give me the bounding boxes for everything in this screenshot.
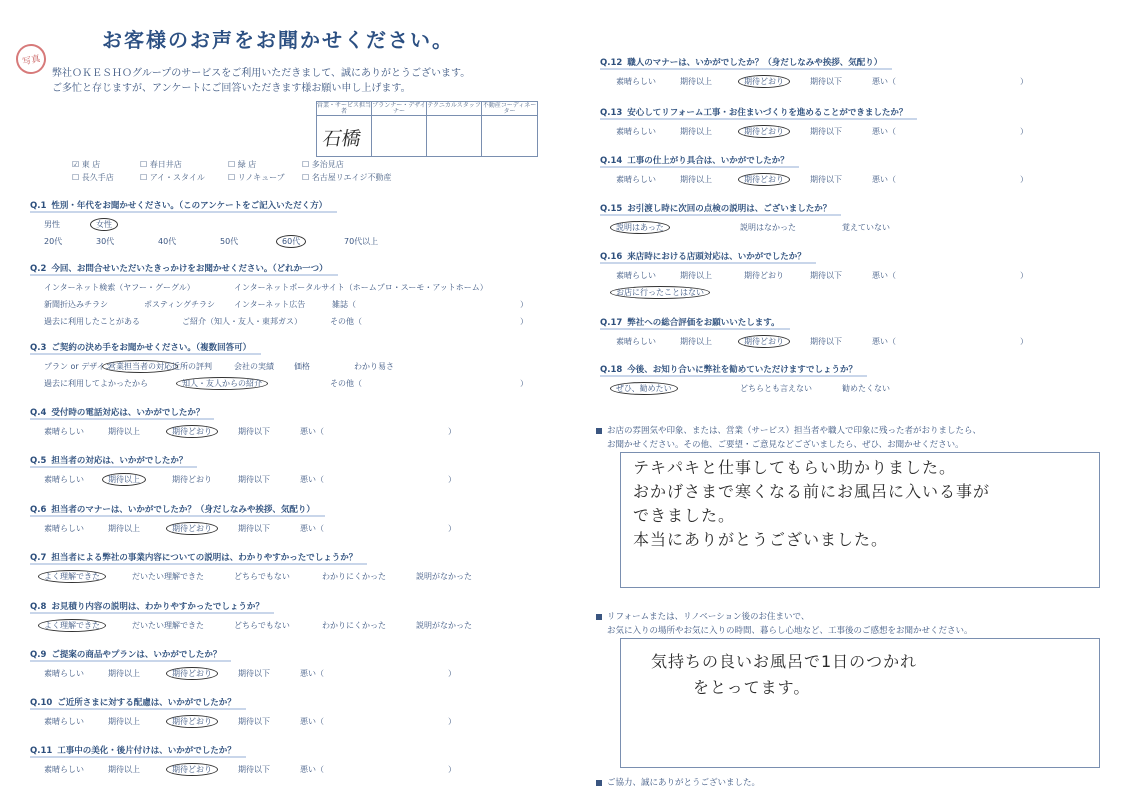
- question-12-option[interactable]: ）: [1020, 77, 1028, 86]
- question-17-option[interactable]: 期待どおり: [744, 336, 784, 347]
- question-5-title: Q.5 担当者の対応は、いかがでしたか？: [30, 454, 197, 468]
- question-3-option[interactable]: 過去に利用してよかったから: [44, 379, 148, 388]
- question-3-option[interactable]: 知人・友人からの紹介: [182, 378, 262, 389]
- question-16-option[interactable]: ）: [1020, 271, 1028, 280]
- question-7-option[interactable]: よく理解できた: [44, 571, 100, 582]
- question-2-option[interactable]: ポスティングチラシ: [144, 300, 216, 309]
- question-3-option[interactable]: プラン or デザイン: [44, 362, 113, 371]
- question-13-option[interactable]: 悪い（: [872, 127, 896, 136]
- question-16-option[interactable]: 期待以下: [810, 271, 842, 280]
- question-4-option[interactable]: 期待以下: [238, 427, 270, 436]
- question-3-option[interactable]: ）: [520, 379, 528, 388]
- staff-signature: 石橋: [320, 128, 363, 150]
- question-10-option[interactable]: 期待以上: [108, 717, 140, 726]
- question-2-option[interactable]: ）: [520, 300, 528, 309]
- comment1-box: [620, 452, 1100, 588]
- staff-header-sales: 営業・サービス担当者: [317, 102, 372, 115]
- question-3-option[interactable]: わかり易さ: [354, 362, 394, 371]
- company-seal: 写真: [13, 41, 49, 77]
- question-11-option[interactable]: ）: [448, 765, 456, 774]
- question-10-option[interactable]: 期待どおり: [172, 716, 212, 727]
- question-11-option[interactable]: 素晴らしい: [44, 765, 84, 774]
- question-3-option[interactable]: その他（: [330, 379, 362, 388]
- question-15-option[interactable]: 覚えていない: [842, 223, 890, 232]
- question-1-option[interactable]: 40代: [158, 237, 177, 246]
- question-5-option[interactable]: 素晴らしい: [44, 475, 84, 484]
- question-18-option[interactable]: 勧めたくない: [842, 384, 890, 393]
- question-4-option[interactable]: 期待以上: [108, 427, 140, 436]
- question-2-option[interactable]: 新聞折込みチラシ: [44, 300, 108, 309]
- question-17-option[interactable]: ）: [1020, 337, 1028, 346]
- question-1-option[interactable]: 50代: [220, 237, 239, 246]
- question-11-option[interactable]: 悪い（: [300, 765, 324, 774]
- staff-header-planner: プランナー・デザイナー: [372, 102, 426, 115]
- comment2-prompt-2: お気に入りの場所やお気に入りの時間、暮らし心地など、工事後のご感想をお聞かせください。: [607, 626, 973, 636]
- question-13-option[interactable]: 期待以上: [680, 127, 712, 136]
- question-13-option[interactable]: 期待以下: [810, 127, 842, 136]
- question-7-option[interactable]: どちらでもない: [234, 572, 290, 581]
- question-9-option[interactable]: 悪い（: [300, 669, 324, 678]
- comment2-line-2: をとってます。: [693, 678, 811, 697]
- question-2-option[interactable]: ）: [520, 317, 528, 326]
- question-6-option[interactable]: 悪い（: [300, 524, 324, 533]
- staff-header-technical: テクニカルスタッフ: [427, 102, 482, 116]
- question-2-option[interactable]: 過去に利用したことがある: [44, 317, 140, 326]
- store-checkbox[interactable]: ☐ 長久手店: [72, 173, 114, 182]
- question-18-option[interactable]: ぜひ、勧めたい: [616, 383, 672, 394]
- staff-header-realestate: 不動産コーディネーター: [482, 102, 537, 115]
- question-8-option[interactable]: よく理解できた: [44, 620, 100, 631]
- question-6-option[interactable]: ）: [448, 524, 456, 533]
- question-14-option[interactable]: ）: [1020, 175, 1028, 184]
- question-2-option[interactable]: インターネットポータルサイト（ホームプロ・スーモ・アットホーム）: [234, 283, 488, 292]
- question-8-option[interactable]: だいたい理解できた: [132, 621, 204, 630]
- question-2-option[interactable]: ご紹介（知人・友人・東邦ガス）: [182, 317, 302, 326]
- question-12-option[interactable]: 素晴らしい: [616, 77, 656, 86]
- question-13-option[interactable]: ）: [1020, 127, 1028, 136]
- store-checkbox[interactable]: ☑ 東 店: [72, 160, 101, 169]
- store-checkbox[interactable]: ☐ リノキューブ: [228, 173, 285, 182]
- question-5-option[interactable]: 期待以上: [108, 474, 140, 485]
- question-7-title: Q.7 担当者による弊社の事業内容についての説明は、わかりやすかったでしょうか？: [30, 551, 367, 565]
- question-10-option[interactable]: 素晴らしい: [44, 717, 84, 726]
- question-17-option[interactable]: 悪い（: [872, 337, 896, 346]
- intro-line-1: 弊社ＯＫＥＳＨＯグループのサービスをご利用いただきまして、誠にありがとうございます。: [52, 68, 471, 79]
- question-6-option[interactable]: 期待以下: [238, 524, 270, 533]
- question-13-title: Q.13 安心してリフォーム工事・お住まいづくりを進めることができましたか？: [600, 106, 917, 120]
- store-checkbox[interactable]: ☐ 名古屋リエイジ不動産: [302, 173, 392, 182]
- comment1-line-2: おかげさまで寒くなる前にお風呂に入いる事が: [633, 482, 991, 501]
- question-14-option[interactable]: 期待どおり: [744, 174, 784, 185]
- staff-cell-sales: [317, 116, 372, 156]
- store-checkbox[interactable]: ☐ 多治見店: [302, 160, 344, 169]
- store-checkbox[interactable]: ☐ 春日井店: [140, 160, 182, 169]
- question-10-option[interactable]: 悪い（: [300, 717, 324, 726]
- question-12-option[interactable]: 期待以下: [810, 77, 842, 86]
- question-8-option[interactable]: どちらでもない: [234, 621, 290, 630]
- question-14-title: Q.14 工事の仕上がり具合は、いかがでしたか？: [600, 154, 799, 168]
- question-14-option[interactable]: 悪い（: [872, 175, 896, 184]
- staff-table: [316, 101, 538, 157]
- question-6-option[interactable]: 期待以上: [108, 524, 140, 533]
- question-3-option[interactable]: 会社の実績: [234, 362, 274, 371]
- question-2-option[interactable]: 雑誌（: [332, 300, 356, 309]
- question-9-option[interactable]: 素晴らしい: [44, 669, 84, 678]
- question-4-option[interactable]: 素晴らしい: [44, 427, 84, 436]
- bullet-square-icon: [596, 614, 602, 620]
- question-9-option[interactable]: ）: [448, 669, 456, 678]
- question-3-option[interactable]: 価格: [294, 362, 310, 371]
- intro-line-2: ご多忙と存じますが、アンケートにご回答いただきます様お願い申し上げます。: [52, 83, 411, 94]
- question-12-option[interactable]: 期待どおり: [744, 76, 784, 87]
- question-8-title: Q.8 お見積り内容の説明は、わかりやすかったでしょうか？: [30, 600, 274, 614]
- store-checkbox[interactable]: ☐ アイ・スタイル: [140, 173, 205, 182]
- question-2-title: Q.2 今回、お問合せいただいたきっかけをお聞かせください。（どれか一つ）: [30, 262, 338, 276]
- question-16-option[interactable]: 悪い（: [872, 271, 896, 280]
- question-16-option[interactable]: 素晴らしい: [616, 271, 656, 280]
- comment1-prompt-1: お店の雰囲気や印象、または、営業（サービス）担当者や職人で印象に残った者がおりましたら、: [596, 424, 981, 436]
- question-4-option[interactable]: 悪い（: [300, 427, 324, 436]
- comment2-prompt-1: リフォームまたは、リノベーション後のお住まいで、: [596, 610, 809, 622]
- question-14-option[interactable]: 期待以上: [680, 175, 712, 184]
- question-17-option[interactable]: 期待以下: [810, 337, 842, 346]
- question-3-option[interactable]: 営業担当者の対応: [108, 361, 172, 372]
- question-15-option[interactable]: 説明はなかった: [740, 223, 796, 232]
- question-3-option[interactable]: 近所の評判: [172, 362, 212, 371]
- question-8-option[interactable]: わかりにくかった: [322, 621, 386, 630]
- comment1-line-4: 本当にありがとうございました。: [633, 530, 889, 549]
- question-2-option[interactable]: インターネット広告: [234, 300, 306, 309]
- question-6-title: Q.6 担当者のマナーは、いかがでしたか？（身だしなみや挨拶、気配り）: [30, 503, 325, 517]
- question-13-option[interactable]: 素晴らしい: [616, 127, 656, 136]
- question-17-option[interactable]: 素晴らしい: [616, 337, 656, 346]
- question-4-title: Q.4 受付時の電話対応は、いかがでしたか？: [30, 406, 214, 420]
- question-5-option[interactable]: ）: [448, 475, 456, 484]
- question-16-title: Q.16 来店時における店頭対応は、いかがでしたか？: [600, 250, 816, 264]
- page-title: お客様のお声をお聞かせください。: [102, 28, 454, 52]
- question-5-option[interactable]: 悪い（: [300, 475, 324, 484]
- footer-thanks: ご協力、誠にありがとうございました。: [596, 776, 760, 788]
- question-11-title: Q.11 工事中の美化・後片付けは、いかがでしたか？: [30, 744, 246, 758]
- question-5-option[interactable]: 期待どおり: [172, 475, 212, 484]
- question-12-title: Q.12 職人のマナーは、いかがでしたか？（身だしなみや挨拶、気配り）: [600, 56, 892, 70]
- question-10-option[interactable]: 期待以下: [238, 717, 270, 726]
- question-16-option[interactable]: 期待以上: [680, 271, 712, 280]
- question-10-title: Q.10 ご近所さまに対する配慮は、いかがでしたか？: [30, 696, 246, 710]
- question-14-option[interactable]: 素晴らしい: [616, 175, 656, 184]
- question-12-option[interactable]: 悪い（: [872, 77, 896, 86]
- question-9-option[interactable]: 期待どおり: [172, 668, 212, 679]
- staff-cell-technical: [427, 116, 482, 156]
- question-2-option[interactable]: インターネット検索（ヤフー・グーグル）: [44, 283, 195, 292]
- question-12-option[interactable]: 期待以上: [680, 77, 712, 86]
- question-15-option[interactable]: 説明はあった: [616, 222, 664, 233]
- comment1-prompt-2: お聞かせください。その他、ご要望・ご意見などございましたら、ぜひ、お聞かせください。: [607, 440, 964, 450]
- question-9-title: Q.9 ご提案の商品やプランは、いかがでしたか？: [30, 648, 231, 662]
- question-15-title: Q.15 お引渡し時に次回の点検の説明は、ございましたか？: [600, 202, 841, 216]
- question-18-title: Q.18 今後、お知り合いに弊社を勧めていただけますでしょうか？: [600, 363, 867, 377]
- question-11-option[interactable]: 期待どおり: [172, 764, 212, 775]
- question-14-option[interactable]: 期待以下: [810, 175, 842, 184]
- bullet-square-icon: [596, 428, 602, 434]
- question-7-option[interactable]: だいたい理解できた: [132, 572, 204, 581]
- staff-cell-planner: [372, 116, 427, 156]
- question-1-option[interactable]: 女性: [96, 219, 112, 230]
- question-6-option[interactable]: 期待どおり: [172, 523, 212, 534]
- question-1-option[interactable]: 60代: [282, 236, 300, 247]
- question-17-title: Q.17 弊社への総合評価をお願いいたします。: [600, 316, 790, 330]
- question-1-option[interactable]: 20代: [44, 237, 63, 246]
- staff-cell-realestate: [482, 116, 537, 156]
- store-checkbox[interactable]: ☐ 緑 店: [228, 160, 257, 169]
- question-1-option[interactable]: 30代: [96, 237, 115, 246]
- question-9-option[interactable]: 期待以下: [238, 669, 270, 678]
- question-5-option[interactable]: 期待以下: [238, 475, 270, 484]
- question-4-option[interactable]: ）: [448, 427, 456, 436]
- question-6-option[interactable]: 素晴らしい: [44, 524, 84, 533]
- question-8-option[interactable]: 説明がなかった: [416, 621, 472, 630]
- question-2-option[interactable]: その他（: [330, 317, 362, 326]
- question-18-option[interactable]: どちらとも言えない: [740, 384, 812, 393]
- question-16-option[interactable]: 期待どおり: [744, 271, 784, 280]
- comment2-line-1: 気持ちの良いお風呂で1日のつかれ: [651, 652, 918, 671]
- question-10-option[interactable]: ）: [448, 717, 456, 726]
- question-3-title: Q.3 ご契約の決め手をお聞かせください。（複数回答可）: [30, 341, 261, 355]
- question-9-option[interactable]: 期待以上: [108, 669, 140, 678]
- question-7-option[interactable]: 説明がなかった: [416, 572, 472, 581]
- question-11-option[interactable]: 期待以上: [108, 765, 140, 774]
- question-7-option[interactable]: わかりにくかった: [322, 572, 386, 581]
- question-17-option[interactable]: 期待以上: [680, 337, 712, 346]
- question-13-option[interactable]: 期待どおり: [744, 126, 784, 137]
- question-1-title: Q.1 性別・年代をお聞かせください。（このアンケートをご記入いただく方）: [30, 199, 337, 213]
- question-11-option[interactable]: 期待以下: [238, 765, 270, 774]
- comment2-box: [620, 638, 1100, 768]
- question-16-option[interactable]: お店に行ったことはない: [616, 287, 704, 298]
- bullet-square-icon: [596, 780, 602, 786]
- comment1-line-1: テキパキと仕事してもらい助かりました。: [633, 458, 957, 477]
- comment1-line-3: できました。: [633, 506, 736, 525]
- question-4-option[interactable]: 期待どおり: [172, 426, 212, 437]
- question-1-option[interactable]: 男性: [44, 220, 60, 229]
- question-1-option[interactable]: 70代以上: [344, 237, 379, 246]
